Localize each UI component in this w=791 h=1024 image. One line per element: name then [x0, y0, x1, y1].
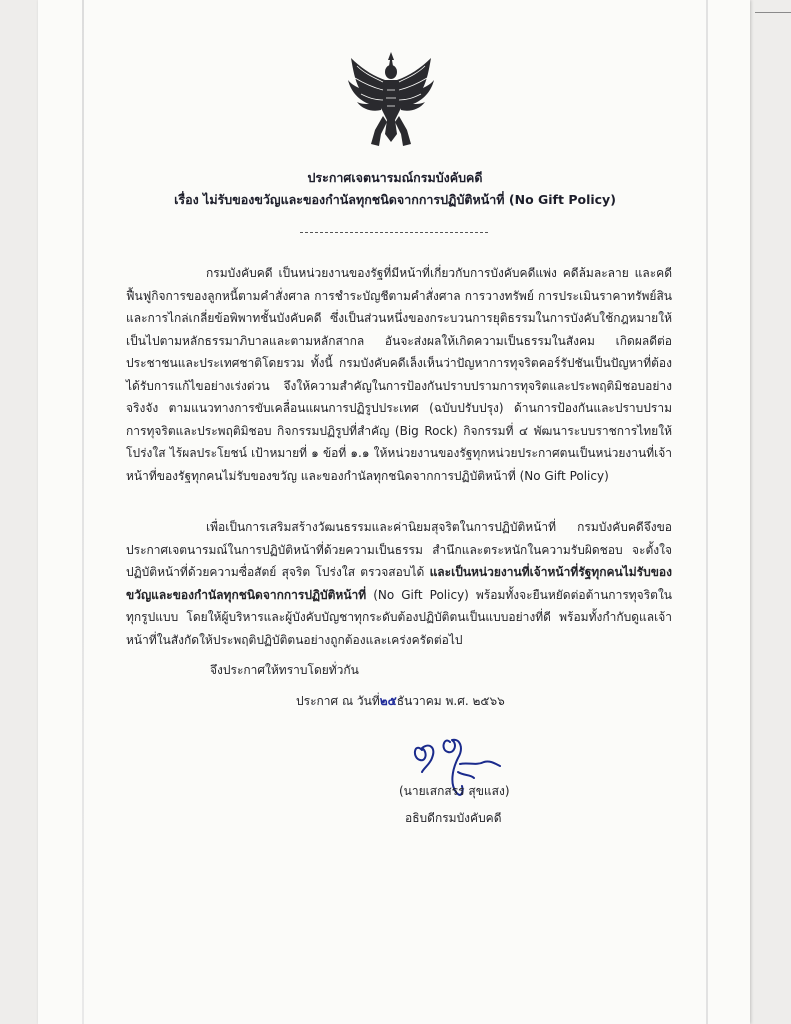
- document-page: [38, 0, 750, 1024]
- date-day-stamp: ๒๕: [379, 694, 397, 708]
- date-suffix: ธันวาคม พ.ศ. ๒๕๖๖: [396, 694, 505, 708]
- paragraph-text-part: เพื่อเป็นการเสริมสร้างวัฒนธรรมและค่านิยมสุจริตในการปฏิบัติหน้าที่ กรมบังคับคดีจึงขอประกาศเจตนารมณ์ในการปฏิบัติหน้าที่ด้วยความเป็นธรรม สำนึกและตระหนักในความรับผิดชอบ จะตั้งใจปฏิบัติหน้าที่ด้วยความซื่อสัตย์ สุจริต โปร่งใส ตรวจสอบได้: [126, 520, 672, 579]
- scan-edge: [82, 0, 84, 1024]
- signature-icon: [400, 728, 510, 818]
- scan-edge: [706, 0, 708, 1024]
- paragraph-text-part: (No Gift Policy) พร้อมทั้งจะยืนหยัดต่อต้านการทุจริตในทุกรูปแบบ โดยให้ผู้บริหารและผู้บังคับบัญชาทุกระดับต้องปฏิบัติตนเป็นแบบอย่างที่ดี พร้อมทั้งกำกับดูแลเจ้าหน้าที่ในสังกัดให้ประพฤติปฏิบัติตนอย่างถูกต้องและเคร่งครัดต่อไป: [126, 587, 672, 647]
- announcement-date: [296, 692, 505, 711]
- signatory-title: อธิบดีกรมบังคับคดี: [405, 811, 502, 825]
- scan-corner-mark: [755, 0, 791, 13]
- body-paragraph-1: [126, 262, 672, 487]
- paragraph-text: กรมบังคับคดี เป็นหน่วยงานของรัฐที่มีหน้าที่เกี่ยวกับการบังคับคดีแพ่ง คดีล้มละลาย และคดีฟื้นฟูกิจการของลูกหนี้ตามคำสั่งศาล การชำระบัญชีตามคำสั่งศาล การวางทรัพย์ การประเมินราคาทรัพย์สิน และการไกล่เกลี่ยข้อพิพาทชั้นบังคับคดี ซึ่งเป็นส่วนหนึ่งของกระบวนการยุติธรรมในการบังคับใช้กฎหมายให้เป็นไปตามหลักธรรมาภิบาลและตามหลักสากล อันจะส่งผลให้เกิดความเป็นธรรมในสังคม เกิดผลดีต่อประชาชนและประเทศชาติโดยรวม ทั้งนี้ กรมบังคับคดีเล็งเห็นว่าปัญหาการทุจริตคอร์รัปชันเป็นปัญหาที่ต้องได้รับการแก้ไขอย่างเร่งด่วน จึงให้ความสำคัญในการป้องกันปราบปรามการทุจริตและประพฤติมิชอบอย่างจริงจัง ตามแนวทางการขับเคลื่อนแผนการปฏิรูปประเทศ (ฉบับปรับปรุง) ด้านการป้องกันและปราบปรามการทุจริตและประพฤติมิชอบ กิจกรรมปฏิรูปที่สำคัญ (Big Rock) กิจกรรมที่ ๔ พัฒนาระบบราชการไทยให้โปร่งใส ไร้ผลประโยชน์ เป้าหมายที่ ๑ ข้อที่ ๑.๑ ให้หน่วยงานของรัฐทุกหน่วยประกาศตนเป็นหน่วยงานที่เจ้าหน้าที่ของรัฐทุกคนไม่รับของขวัญ และของกำนัลทุกชนิดจากการปฏิบัติหน้าที่ (No Gift Policy): [126, 266, 672, 483]
- date-prefix: ประกาศ ณ วันที่: [296, 694, 380, 708]
- closing-statement: จึงประกาศให้ทราบโดยทั่วกัน: [210, 663, 359, 677]
- document-subject: เรื่อง ไม่รับของขวัญและของกำนัลทุกชนิดจากการปฏิบัติหน้าที่ (No Gift Policy): [174, 192, 616, 207]
- title-divider: [300, 232, 488, 233]
- paragraph-text: [126, 516, 672, 651]
- document-title: ประกาศเจตนารมณ์กรมบังคับคดี: [307, 170, 483, 185]
- body-paragraph-2: [126, 516, 672, 651]
- signatory-name: (นายเสกสรร สุขแสง): [399, 784, 510, 798]
- paragraph-emphasis: และเป็นหน่วยงานที่เจ้าหน้าที่รัฐทุกคนไม่รับของขวัญและของกำนัลทุกชนิดจากการปฏิบัติหน้าที่: [126, 565, 672, 602]
- garuda-emblem-icon: [345, 50, 437, 150]
